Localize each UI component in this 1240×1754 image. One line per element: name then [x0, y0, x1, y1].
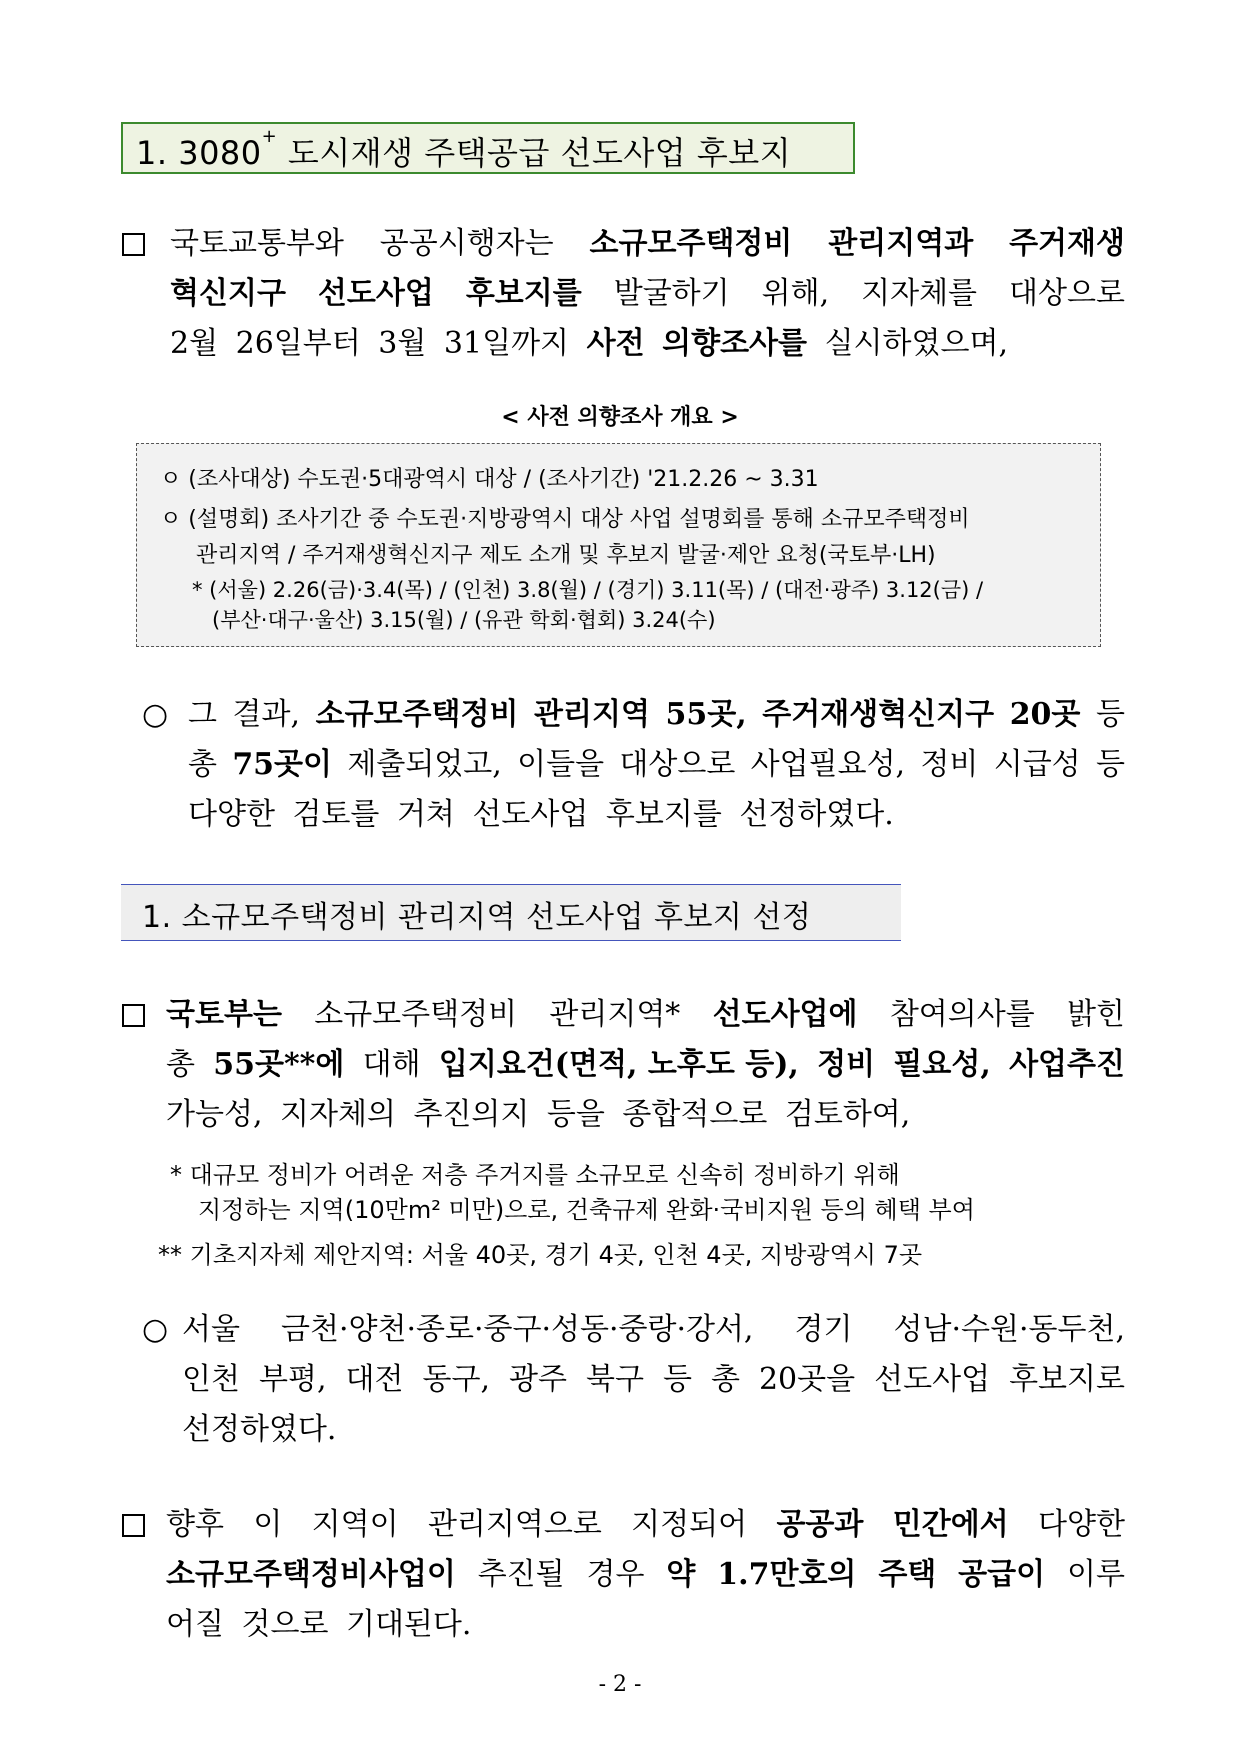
paragraph-line: 가능성, 지자체의 추진의지 등을 종합적으로 검토하여,: [166, 1097, 911, 1132]
footnote-line: ** 기초지자체 제안지역: 서울 40곳, 경기 4곳, 인천 4곳, 지방광역시 7곳: [158, 1241, 923, 1269]
paragraph-line: 다양한 검토를 거쳐 선도사업 후보지를 선정하였다.: [188, 797, 894, 832]
footnote-line: 지정하는 지역(10만m² 미만)으로, 건축규제 완화·국비지원 등의 혜택 부여: [198, 1196, 975, 1224]
overview-line: * (서울) 2.26(금)·3.4(목) / (인천) 3.8(월) / (경기) 3.11(목) / (대전·광주) 3.12(금) /: [192, 578, 984, 602]
page-number: - 2 -: [598, 1672, 642, 1697]
paragraph-line: 국토부는 소규모주택정비 관리지역* 선도사업에 참여의사를 밝힌: [166, 997, 1125, 1032]
section2-heading: 1. 소규모주택정비 관리지역 선도사업 후보지 선정: [142, 900, 812, 935]
checkbox-bullet-icon: [122, 1004, 145, 1027]
paragraph-line: 선정하였다.: [182, 1412, 337, 1447]
paragraph-line: 혁신지구 선도사업 후보지를 발굴하기 위해, 지자체를 대상으로: [170, 276, 1125, 311]
section1-heading: 1. 3080+ 도시재생 주택공급 선도사업 후보지: [136, 126, 792, 172]
checkbox-bullet-icon: [122, 1514, 145, 1537]
overview-line: ㅇ (설명회) 조사기간 중 수도권·지방광역시 대상 사업 설명회를 통해 소규모주택정비: [160, 507, 970, 532]
paragraph-line: 서울 금천·양천·종로·중구·성동·중랑·강서, 경기 성남·수원·동두천,: [182, 1312, 1125, 1347]
circle-bullet: ○: [142, 697, 169, 732]
paragraph-line: 2월 26일부터 3월 31일까지 사전 의향조사를 실시하였으며,: [170, 326, 1008, 361]
overview-line: 관리지역 / 주거재생혁신지구 제도 소개 및 후보지 발굴·제안 요청(국토부·LH): [196, 543, 936, 568]
paragraph-line: 소규모주택정비사업이 추진될 경우 약 1.7만호의 주택 공급이 이루: [166, 1557, 1125, 1592]
paragraph-line: 국토교통부와 공공시행자는 소규모주택정비 관리지역과 주거재생: [170, 226, 1125, 261]
circle-bullet: ○: [142, 1312, 169, 1347]
overview-line: ㅇ (조사대상) 수도권·5대광역시 대상 / (조사기간) '21.2.26 ~ 3.31: [160, 467, 819, 492]
footnote-line: * 대규모 정비가 어려운 저층 주거지를 소규모로 신속히 정비하기 위해: [170, 1161, 900, 1189]
checkbox-bullet-icon: [122, 233, 145, 256]
paragraph-line: 그 결과, 소규모주택정비 관리지역 55곳, 주거재생혁신지구 20곳 등: [188, 697, 1125, 732]
overview-title: < 사전 의향조사 개요 >: [501, 405, 739, 430]
overview-line: (부산·대구·울산) 3.15(월) / (유관 학회·협회) 3.24(수): [212, 608, 716, 632]
paragraph-line: 어질 것으로 기대된다.: [166, 1607, 472, 1642]
paragraph-line: 총 75곳이 제출되었고, 이들을 대상으로 사업필요성, 정비 시급성 등: [188, 747, 1125, 782]
paragraph-line: 인천 부평, 대전 동구, 광주 북구 등 총 20곳을 선도사업 후보지로: [182, 1362, 1125, 1397]
paragraph-line: 향후 이 지역이 관리지역으로 지정되어 공공과 민간에서 다양한: [166, 1507, 1125, 1542]
paragraph-line: 총 55곳**에 대해 입지요건(면적, 노후도 등), 정비 필요성, 사업추진: [166, 1047, 1125, 1082]
